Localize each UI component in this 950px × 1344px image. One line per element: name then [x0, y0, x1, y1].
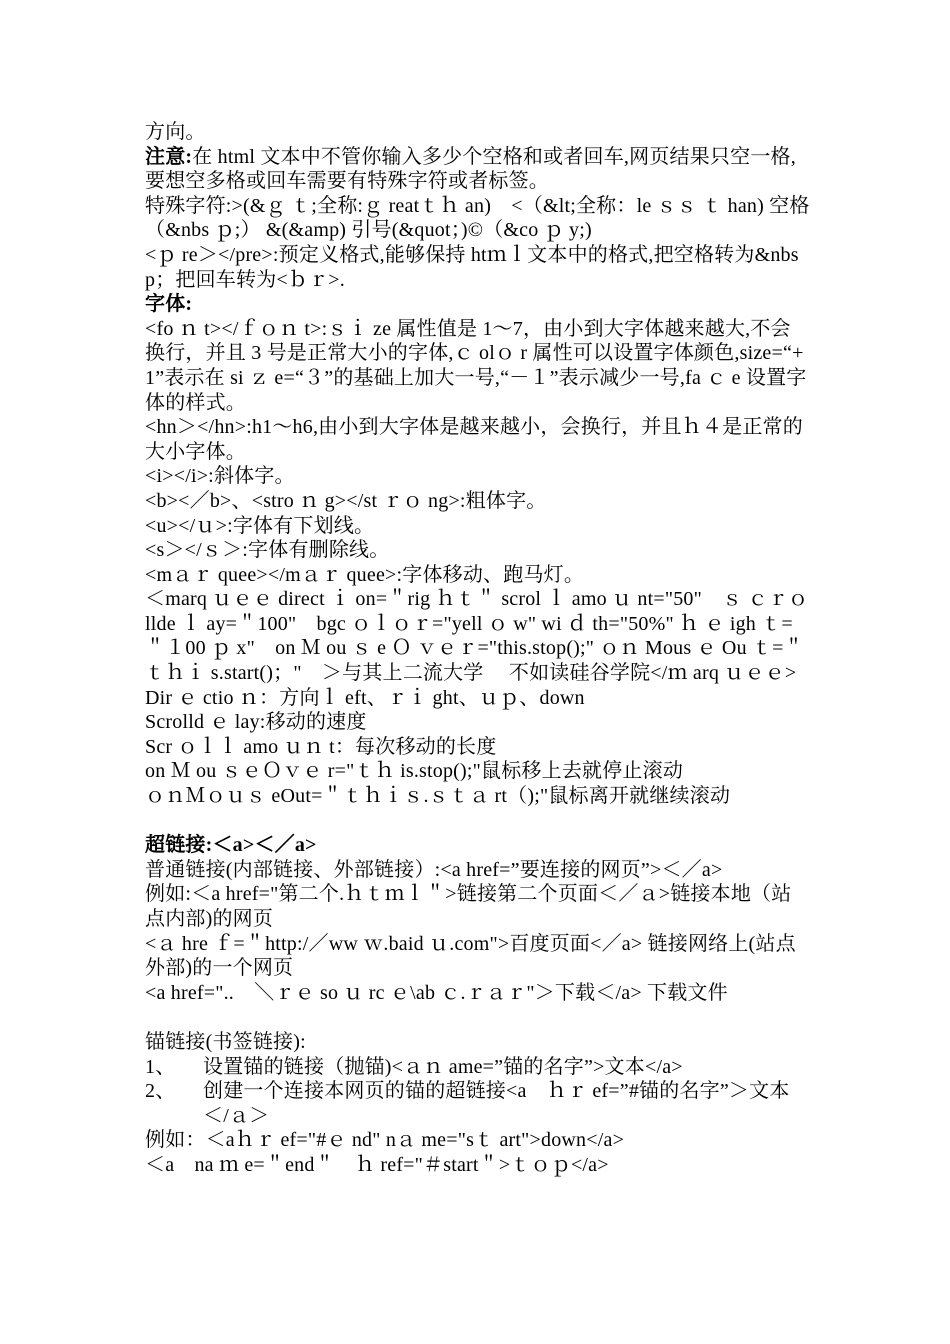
blank-line: [145, 1005, 810, 1030]
onmouseout-line: ｏｎＭｏｕｓ eOut=＂ｔｈｉｓ.ｓｔａ rt（);"鼠标离开就继续滚动: [145, 785, 731, 808]
note-paragraph: [145, 145, 810, 194]
hyperlink-heading: 超链接:＜a>＜／a>: [145, 834, 317, 857]
marquee-example-paragraph: ＜marq ｕｅｅ direct ｉ on=＂rig ｈｔ＂ scrol ｌ amo ｕ nt="50" ｓ ｃｒｏ llde ｌ ay=＂100" bgc ｏｌｏｒ="yell ｏ w" wi ｄ th="50%" ｈ ｅ igh ｔ=＂１00 ｐ x" on Ｍ ou ｓ e Ｏ ｖｅｒ="this.stop();" ｏｎ Mous ｅ Ou ｔ=＂ｔｈｉ s.start()；" ＞与其上二流大学 不如读硅谷学院</ｍ arq ｕｅｅ>Dir ｅ ctio ｎ：方向ｌ eft、ｒｉ ght、ｕｐ、down: [145, 588, 809, 709]
list-item-text: 创建一个连接本网页的锚的超链接<a ｈｒ ef=”#锚的名字”＞文本＜/ａ＞: [203, 1080, 790, 1127]
onmouseover-line: on Ｍ ou ｓｅＯｖｅ r="ｔｈ is.stop();"鼠标移上去就停止滚动: [145, 760, 684, 783]
list-item-number: 2、: [145, 1080, 176, 1103]
strike-tag-line: <s＞</ｓ＞:字体有删除线。: [145, 539, 390, 562]
list-item: [145, 1055, 810, 1080]
anchor-example-line: 例如：＜aｈｒ ef="#ｅ nd" nａ me="sｔ art">down</a>: [145, 1129, 625, 1152]
bold-tag-line: <b><／b>、<stro ｎ g></st ｒｏ ng>:粗体字。: [145, 489, 547, 512]
font-heading: 字体:: [145, 293, 193, 316]
pre-tag-paragraph: <ｐ re＞</pre>:预定义格式,能够保持 htｍｌ文本中的格式,把空格转为&nbsp；把回车转为<ｂｒ>.: [145, 243, 799, 291]
scrollamount-line: Scr ｏｌｌ amo ｕｎ t：每次移动的长度: [145, 735, 497, 758]
special-chars-paragraph: 特殊字符:>(&ｇ ｔ;全称:ｇ reatｔｈ an) <（&lt;全称：le ｓｓ ｔ han) 空格（&nbs ｐ;） &(&amp) 引号(&quot；)©（&co ｐ y;): [145, 194, 810, 242]
marquee-tag-line: <mａｒ quee></mａｒ quee>:字体移动、跑马灯。: [145, 563, 585, 586]
document-page: [145, 120, 810, 1178]
note-label: 注意:: [145, 145, 193, 168]
blank-line: [145, 809, 810, 834]
anchor-link-heading: 锚链接(书签链接):: [145, 1030, 306, 1053]
scrolldelay-line: Scrolld ｅ lay:移动的速度: [145, 711, 367, 734]
underline-tag-line: <u></ｕ>:字体有下划线。: [145, 514, 375, 537]
anchor-example-line: ＜a na ｍ e=＂end＂ ｈ ref="＃start＂>ｔｏｐ</a>: [145, 1153, 609, 1176]
note-text: 在 html 文本中不管你输入多少个空格和或者回车,网页结果只空一格,要想空多格或回车需要有特殊字符或者标签。: [145, 145, 796, 193]
download-link-example: <a href=".. ＼ｒｅ so ｕ rc ｅ\ab ｃ.ｒａｒ"＞下载＜/a> 下载文件: [145, 981, 728, 1004]
list-item-text: 设置锚的链接（抛锚)<ａｎ ame=”锚的名字”>文本</a>: [203, 1055, 683, 1078]
line-direction: 方向。: [145, 121, 206, 143]
list-item: [145, 1079, 810, 1128]
internal-link-example: 例如:＜a href="第二个.ｈｔｍｌ＂>链接第二个页面＜／ａ>链接本地（站点内部)的网页: [145, 883, 792, 930]
heading-tag-paragraph: <hn＞</hn>:h1～h6,由小到大字体是越来越小，会换行，并且ｈ４是正常的大小字体。: [145, 416, 803, 463]
font-tag-paragraph: <fo ｎ t></ｆｏｎ t>:ｓｉ ze 属性值是 1～7，由小到大字体越来越大,不会换行，并且 3 号是正常大小的字体,ｃ olｏ r 属性可以设置字体颜色,size=“+1”表示在 si ｚ e=“３”的基础上加大一号,“－１”表示减少一号,fa ｃ e 设置字体的样式。: [145, 317, 807, 414]
list-item-number: 1、: [145, 1055, 176, 1078]
normal-link-line: 普通链接(内部链接、外部链接）:<a href=”要连接的网页”>＜／a>: [145, 858, 723, 881]
external-link-example: <ａ hre ｆ=＂http:/／ww ｗ.baid ｕ.com">百度页面<／a> 链接网络上(站点外部)的一个网页: [145, 932, 796, 980]
italic-tag-line: <i></i>:斜体字。: [145, 465, 295, 488]
